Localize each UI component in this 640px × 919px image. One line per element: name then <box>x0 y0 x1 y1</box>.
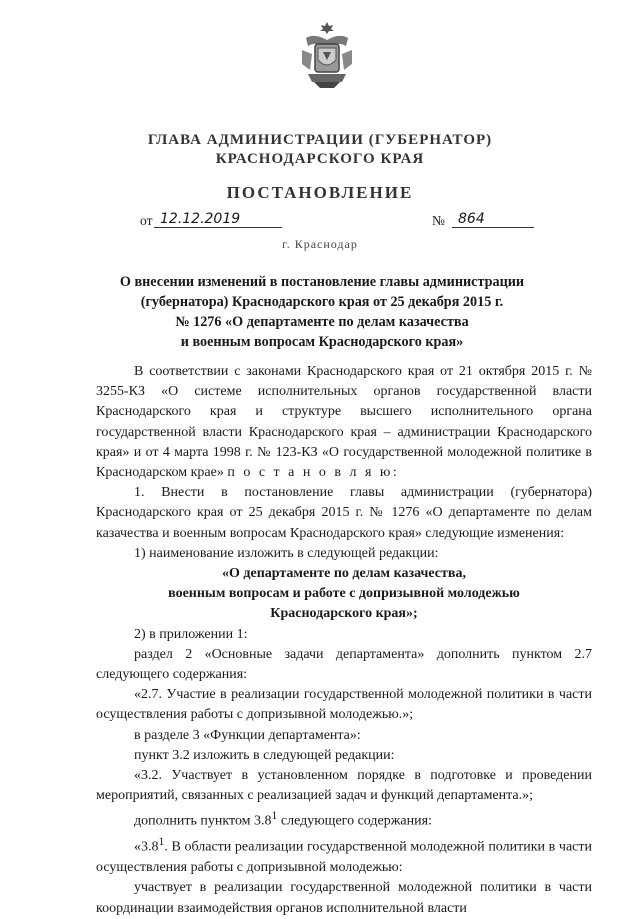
decree-word: п о с т а н о в л я ю: <box>227 465 400 481</box>
coat-of-arms-emblem <box>298 20 356 90</box>
title-line: № 1276 «О департаменте по делам казачества <box>175 314 469 330</box>
paragraph-2-d: пункт 3.2 изложить в следующей редакции: <box>134 747 395 763</box>
number-prefix: № <box>432 213 445 228</box>
paragraph-2: 2) в приложении 1: <box>134 626 248 642</box>
paragraph-2-c: в разделе 3 «Функции департамента»: <box>134 727 361 743</box>
authority-title: ГЛАВА АДМИНИСТРАЦИИ (ГУБЕРНАТОР) <box>147 132 493 148</box>
paragraph-2-g <box>96 832 592 878</box>
text-fragment: дополнить пунктом 3.8 <box>134 814 272 830</box>
paragraph-2-e: «3.2. Участвует в установленном порядке в подготовке и проведении мероприятий, связанных с реализацией задач и функций департамента.»; <box>96 768 592 804</box>
paragraph-2-a: раздел 2 «Основные задачи департамента» дополнить пунктом 2.7 следующего содержания: <box>96 646 592 683</box>
paragraph-2-f <box>96 806 592 832</box>
superscript: 1 <box>271 809 278 823</box>
document-number: 864 <box>452 211 534 228</box>
intro-text: В соответствии с законами Краснодарского края от 21 октября 2015 г. № 3255-КЗ «О системе исполнительных органов государственной власти Краснодарского края и структуре высшего исполнительного органа государственной власти Краснодарского края – администрации Краснодарского края» и от 4 марта 1998 г. № 123-КЗ «О государственной молодежной политике в Краснодарском крае» <box>96 364 592 481</box>
document-date: 12.12.2019 <box>154 211 282 228</box>
superscript: 1 <box>158 835 165 849</box>
authority-region: КРАСНОДАРСКОГО КРАЯ <box>215 151 425 167</box>
date-number-row <box>0 211 640 233</box>
title-line: (губернатора) Краснодарского края от 25 декабря 2015 г. <box>140 294 504 310</box>
paragraph-2-h: участвует в реализации государственной молодежной политики в части координации взаимодействия органов исполнительной власти <box>96 880 592 916</box>
title-line: и военным вопросам Краснодарского края» <box>180 334 464 350</box>
document-title <box>96 272 548 352</box>
text-fragment: . В области реализации государственной молодежной политики в части осуществления работы с допризывной молодежью: <box>96 839 592 876</box>
intro-paragraph <box>96 362 592 483</box>
text-fragment: «3.8 <box>134 839 159 855</box>
text-fragment: следующего содержания: <box>277 814 432 830</box>
new-name-line: Краснодарского края»; <box>270 606 418 622</box>
paragraph-2-b: «2.7. Участие в реализации государственной молодежной политики в части осуществления работы с допризывной молодежью.»; <box>96 687 592 723</box>
new-name-line: «О департаменте по делам казачества, <box>222 566 466 582</box>
date-prefix: от <box>140 213 153 228</box>
document-body <box>96 362 592 919</box>
new-name-line: военным вопросам и работе с допризывной молодежью <box>168 586 520 602</box>
document-type: ПОСТАНОВЛЕНИЕ <box>226 183 414 202</box>
city: г. Краснодар <box>282 237 358 251</box>
title-line: О внесении изменений в постановление главы администрации <box>119 274 525 290</box>
paragraph-1: 1. Внести в постановление главы администрации (губернатора) Краснодарского края от 25 декабря 2015 г. № 1276 «О департаменте по делам казачества и военным вопросам Краснодарского края» следующие изменения: <box>96 485 592 541</box>
paragraph-1-1: 1) наименование изложить в следующей редакции: <box>134 545 439 561</box>
